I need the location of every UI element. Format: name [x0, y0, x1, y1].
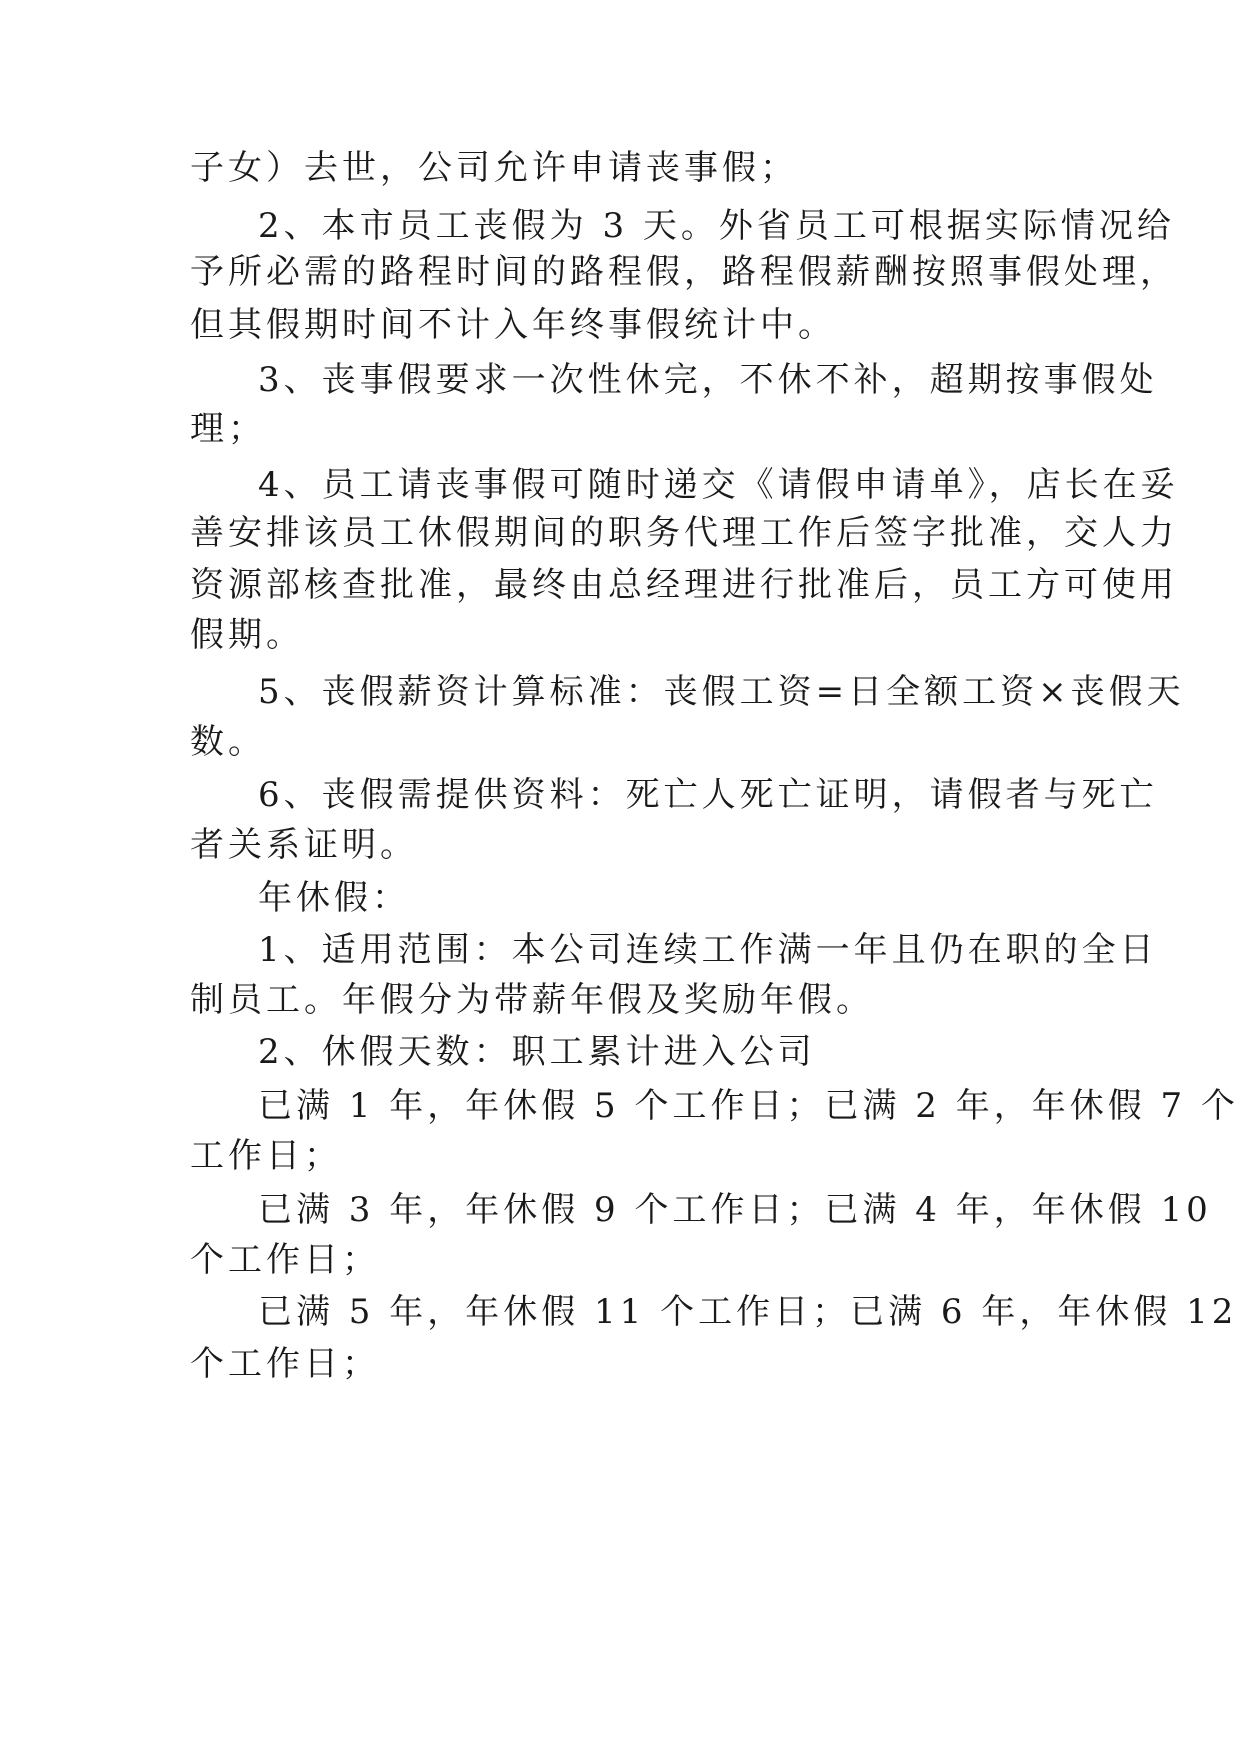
text-line: 资源部核查批准，最终由总经理进行批准后，员工方可使用: [190, 565, 1178, 605]
text-line: 工作日；: [190, 1136, 342, 1176]
text-line: 已满 3 年，年休假 9 个工作日；已满 4 年，年休假 10: [258, 1190, 1212, 1230]
text-line: 善安排该员工休假期间的职务代理工作后签字批准，交人力: [190, 513, 1178, 553]
text-line: 已满 5 年，年休假 11 个工作日；已满 6 年，年休假 12: [258, 1292, 1238, 1332]
text-line: 理；: [190, 409, 266, 449]
text-line: 5、丧假薪资计算标准：丧假工资=日全额工资×丧假天: [258, 672, 1185, 712]
text-line: 4、员工请丧事假可随时递交《请假申请单》，店长在妥: [258, 465, 1179, 505]
section-heading: 年休假：: [258, 878, 410, 918]
text-line: 6、丧假需提供资料：死亡人死亡证明，请假者与死亡: [258, 775, 1158, 815]
text-line: 已满 1 年，年休假 5 个工作日；已满 2 年，年休假 7 个: [258, 1086, 1239, 1126]
text-line: 个工作日；: [190, 1240, 380, 1280]
text-line: 2、休假天数：职工累计进入公司: [258, 1032, 816, 1072]
text-line: 予所必需的路程时间的路程假，路程假薪酬按照事假处理，: [190, 252, 1178, 292]
text-line: 制员工。年假分为带薪年假及奖励年假。: [190, 980, 874, 1020]
text-line: 1、适用范围：本公司连续工作满一年且仍在职的全日: [258, 930, 1158, 970]
text-line: 但其假期时间不计入年终事假统计中。: [190, 305, 836, 345]
text-line: 假期。: [190, 615, 304, 655]
text-line: 2、本市员工丧假为 3 天。外省员工可根据实际情况给: [258, 206, 1175, 246]
text-line: 数。: [190, 722, 266, 762]
text-line: 个工作日；: [190, 1344, 380, 1384]
text-line: 者关系证明。: [190, 825, 418, 865]
text-line: 3、丧事假要求一次性休完，不休不补，超期按事假处: [258, 360, 1158, 400]
text-line: 子女）去世，公司允许申请丧事假；: [190, 148, 798, 188]
